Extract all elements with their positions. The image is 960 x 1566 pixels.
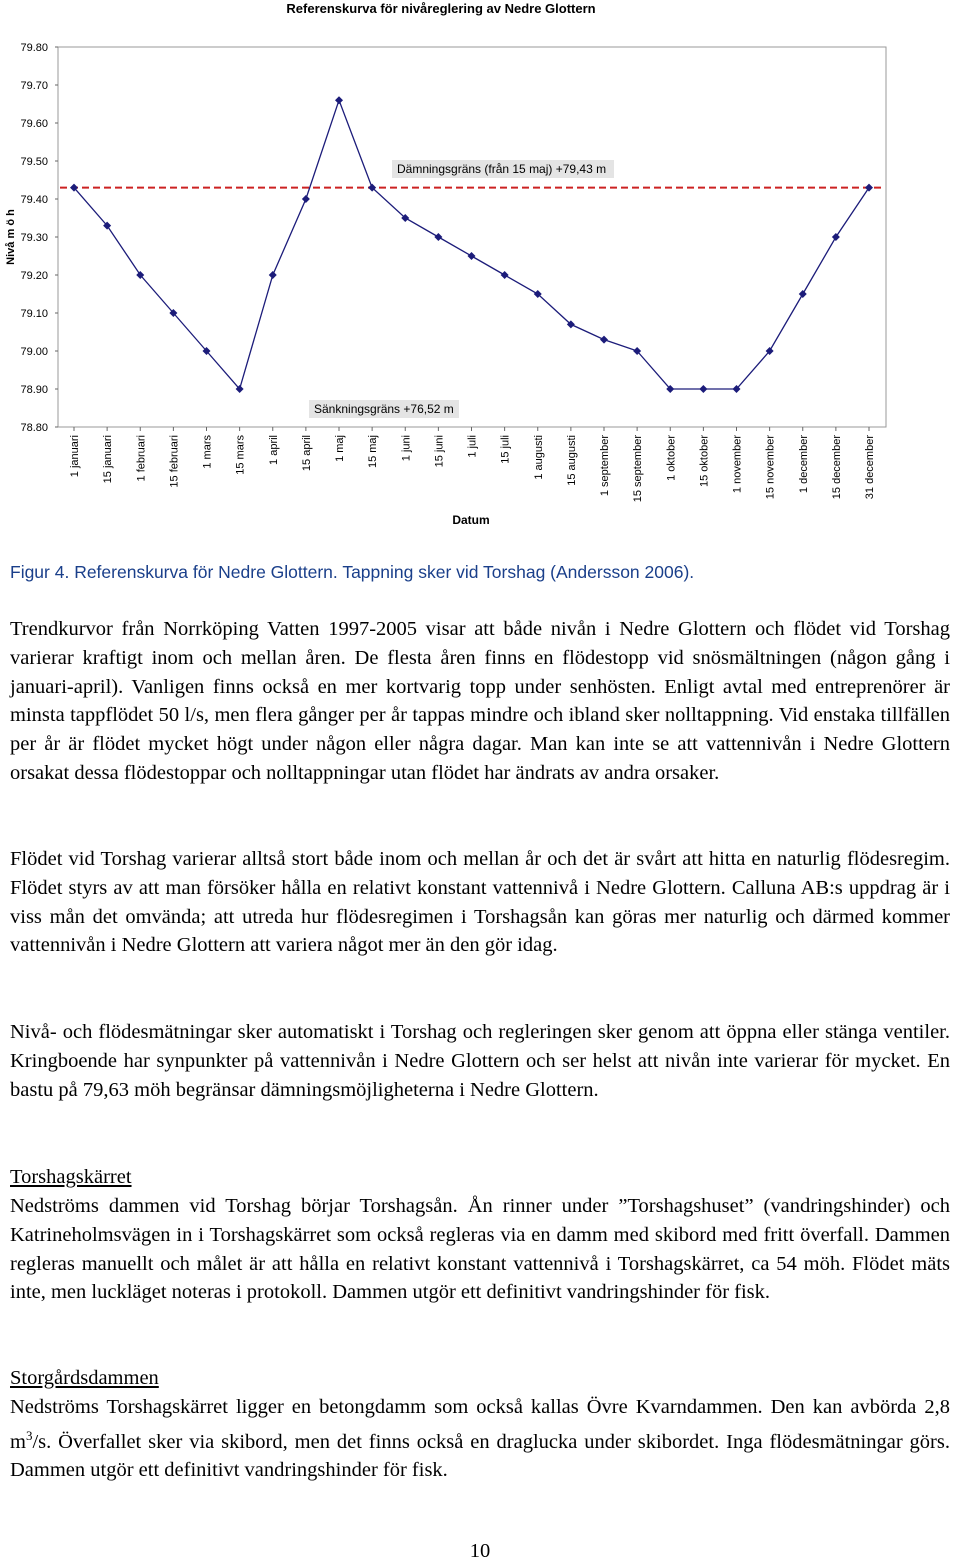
reference-line-label: Dämningsgräns (från 15 maj) +79,43 m (397, 162, 607, 176)
y-tick-label: 79.00 (20, 346, 48, 358)
plot-area (58, 47, 886, 427)
paragraph-5-part-a: Nedströms Torshagskärret ligger en betongdamm som också kallas Övre Kvarndammen. Den kan avbörda 2,8 m (10, 1396, 950, 1453)
x-tick-label: 15 februari (168, 435, 181, 488)
page-number: 10 (469, 1540, 491, 1562)
x-tick-label: 1 juli (466, 435, 479, 458)
paragraph-2: Flödet vid Torshag varierar alltså stort både inom och mellan år och det är svårt att hitta en naturlig flödesregim. Flödet styrs av att man försöker hålla en relativt konstant vattennivå i Nedre Glottern. Calluna AB:s uppdrag är i viss mån det omvända; att utreda hur flödesregimen i Torshagsån kan göras mer naturlig och därmed kommer vattennivån i Nedre Glottern att variera något mer än den gör idag. (10, 848, 950, 957)
paragraph-1: Trendkurvor från Norrköping Vatten 1997-2005 visar att både nivån i Nedre Glottern och flödet vid Torshag varierar kraftigt inom och mellan åren. De flesta åren finns en flödestopp vid snösmältningen (någon gång i januari-april). Vanligen finns också en mer kortvarig topp under senhösten. Enligt avtal med entreprenörer är minsta tappflödet 50 l/s, men flera gånger per år tappas mindre och ibland sker nolltappning. Vid enstaka tillfällen per år är flödet mycket högt under någon eller några dagar. Man kan inte se att vattennivån i Nedre Glottern orsakat dessa flödestoppar och nolltappningar utan flödet har ändrats av andra orsaker. (10, 618, 950, 784)
x-tick-label: 15 december (830, 435, 843, 500)
y-tick-label: 79.40 (20, 194, 48, 206)
y-tick-label: 79.20 (20, 270, 48, 282)
x-tick-label: 1 januari (69, 435, 81, 478)
reference-curve-figure (0, 0, 960, 540)
x-tick-label: 15 juli (499, 435, 512, 464)
y-tick-label: 79.80 (20, 42, 48, 54)
x-tick-label: 15 maj (367, 435, 380, 469)
y-tick-label: 79.10 (20, 308, 48, 320)
heading-torshagskarret: Torshagskärret (10, 1166, 132, 1188)
x-tick-label: 1 augusti (532, 435, 545, 480)
y-tick-label: 79.50 (20, 156, 48, 168)
x-tick-label: 15 april (300, 435, 313, 472)
low-limit-label-box (309, 400, 459, 418)
x-tick-label: 15 november (764, 435, 777, 500)
x-tick-label: 1 juni (400, 435, 413, 462)
y-axis-ticks (20, 42, 58, 434)
x-tick-label: 31 december (864, 435, 876, 500)
y-axis-label: Nivå m ö h (5, 209, 17, 265)
x-tick-label: 1 november (731, 435, 744, 494)
x-tick-label: 15 mars (234, 435, 247, 475)
x-axis-ticks (69, 427, 876, 502)
x-tick-label: 1 maj (334, 435, 346, 462)
x-tick-label: 1 december (797, 435, 810, 494)
x-tick-label: 1 mars (201, 435, 214, 469)
y-tick-label: 78.90 (20, 384, 48, 396)
low-limit-label: Sänkningsgräns +76,52 m (314, 402, 454, 416)
paragraph-5-superscript: 3 (25, 1427, 33, 1443)
x-tick-label: 15 augusti (565, 435, 578, 486)
x-tick-label: 1 september (599, 435, 611, 497)
x-tick-label: 15 oktober (698, 435, 711, 487)
paragraph-4: Nedströms dammen vid Torshag börjar Torshagsån. Ån rinner under ”Torshagshuset” (vandringshinder) och Katrineholmsvägen in i Torshagskärret som också regleras via en damm med skibord med fritt överfall. Dammen regleras manuellt och målet är att hålla en relativt konstant vattennivå i Torshagskärret, ca 54 möh. Flödet mäts inte, men luckläget noteras i protokoll. Dammen utgör ett definitivt vandringshinder för fisk. (10, 1195, 950, 1304)
y-tick-label: 79.70 (20, 80, 48, 92)
heading-storgardsdammen: Storgårdsdammen (10, 1367, 159, 1389)
x-tick-label: 15 juni (433, 435, 446, 468)
x-axis-label: Datum (452, 513, 490, 527)
x-tick-label: 1 oktober (665, 435, 678, 481)
paragraph-3: Nivå- och flödesmätningar sker automatiskt i Torshag och regleringen sker genom att öppna eller stänga ventiler. Kringboende har synpunkter på vattennivån i Nedre Glottern och ser helst att nivån inte varierar för mycket. En bastu på 79,63 möh begränsar dämningsmöjligheterna i Nedre Glottern. (10, 1021, 950, 1101)
paragraph-5 (10, 1393, 950, 1485)
x-tick-label: 15 januari (102, 435, 115, 484)
x-tick-label: 1 februari (135, 435, 148, 482)
y-tick-label: 79.60 (20, 118, 48, 130)
x-tick-label: 1 april (267, 435, 280, 465)
chart-title: Referenskurva för nivåreglering av Nedre Glottern (286, 1, 596, 16)
paragraph-5-part-b: /s. Överfallet sker via skibord, men det finns också en draglucka under skibordet. Inga flödesmätningar görs. Dammen utgör ett definitivt vandringshinder för fisk. (10, 1430, 950, 1482)
y-tick-label: 79.30 (20, 232, 48, 244)
y-tick-label: 78.80 (20, 422, 48, 434)
figure-caption: Figur 4. Referenskurva för Nedre Glottern. Tappning sker vid Torshag (Andersson 2006). (10, 562, 695, 582)
x-tick-label: 15 september (632, 435, 645, 503)
reference-label-box (392, 160, 614, 178)
chart (0, 0, 960, 540)
